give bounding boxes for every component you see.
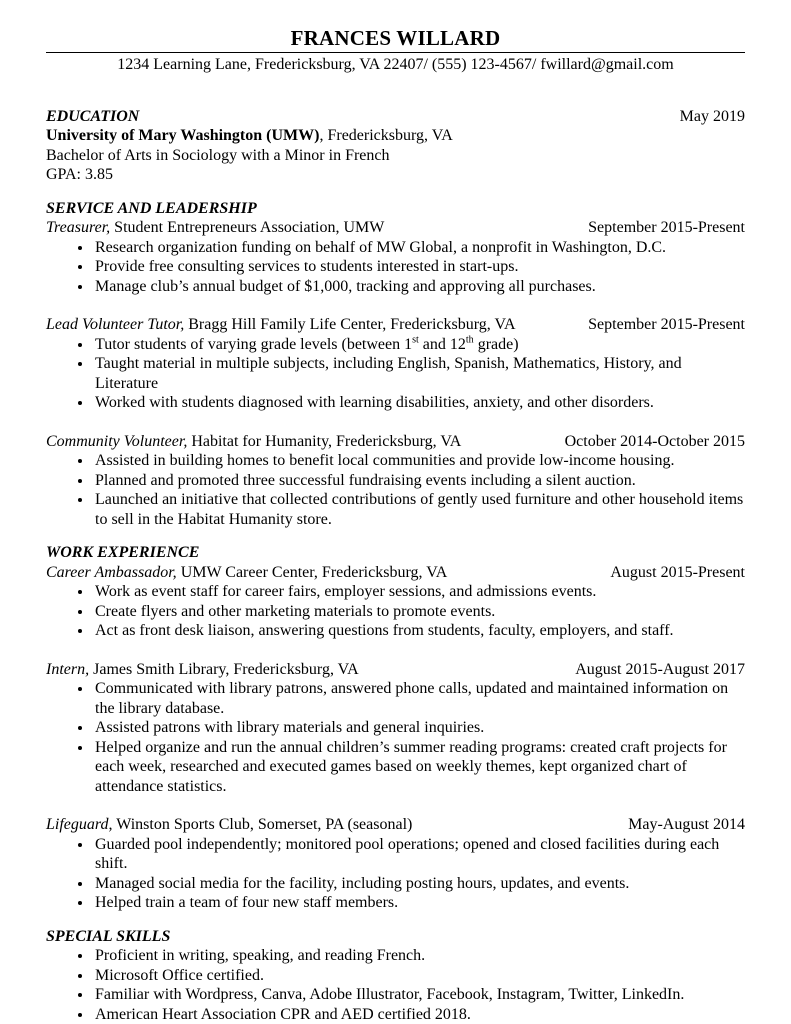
resume-sections: [46, 107, 745, 1024]
bullet-list: [46, 835, 745, 913]
person-name: FRANCES WILLARD: [290, 26, 501, 50]
entry-title: [46, 563, 447, 583]
entry-role: Lead Volunteer Tutor,: [46, 316, 185, 333]
section-service-and-leadership: [46, 199, 745, 530]
entry-org-bold: University of Mary Washington (UMW): [46, 127, 320, 144]
entry: [46, 432, 745, 530]
entry-date: September 2015-Present: [588, 219, 745, 236]
entry: [46, 946, 745, 1024]
entry-heading: [46, 315, 745, 335]
bullet-item: • Proficient in writing, speaking, and reading French.: [93, 946, 745, 966]
entry-role: Lifeguard,: [46, 816, 113, 833]
bullet-item: • Manage club’s annual budget of $1,000, tracking and approving all purchases.: [93, 277, 745, 297]
bullet-item: • Guarded pool independently; monitored pool operations; opened and closed facilities during each shift.: [93, 835, 745, 874]
entry-heading: [46, 126, 745, 146]
superscript-text: st: [412, 334, 419, 346]
entry-heading: [46, 660, 745, 680]
entry-detail: GPA: 3.85: [46, 166, 113, 183]
entry-date: August 2015-August 2017: [575, 660, 745, 678]
entry-org: Student Entrepreneurs Association, UMW: [110, 219, 385, 236]
bullet-item: • Worked with students diagnosed with learning disabilities, anxiety, and other disorders.: [93, 393, 745, 413]
entry-role: Community Volunteer,: [46, 432, 188, 450]
entry-title: [46, 432, 461, 452]
section-heading: [46, 199, 745, 219]
entry-org: , Fredericksburg, VA: [319, 127, 453, 144]
section-work-experience: [46, 543, 745, 913]
entry-heading: [46, 563, 745, 583]
entry-org: James Smith Library, Fredericksburg, VA: [89, 660, 359, 678]
bullet-item: • Taught material in multiple subjects, including English, Spanish, Mathematics, History, and Literature: [93, 354, 745, 393]
entry: [46, 815, 745, 913]
resume-header: [46, 26, 745, 75]
entry-title: [46, 126, 453, 146]
bullet-item: • Planned and promoted three successful fundraising events including a silent auction.: [93, 471, 745, 491]
entry: [46, 218, 745, 296]
entry-org: Habitat for Humanity, Fredericksburg, VA: [187, 432, 462, 450]
bullet-item: • Assisted in building homes to benefit local communities and provide low-income housing.: [93, 451, 745, 471]
bullet-item: • Work as event staff for career fairs, employer sessions, and admissions events.: [93, 582, 745, 602]
bullet-item: • American Heart Association CPR and AED certified 2018.: [93, 1005, 745, 1024]
entry-heading: [46, 432, 745, 452]
section-education: [46, 107, 745, 185]
entry: [46, 126, 745, 185]
section-special-skills: [46, 927, 745, 1024]
entry: [46, 563, 745, 641]
bullet-item: • Research organization funding on behalf of MW Global, a nonprofit in Washington, D.C.: [93, 238, 745, 258]
bullet-item: • Assisted patrons with library materials and general inquiries.: [93, 718, 745, 738]
entry-org: UMW Career Center, Fredericksburg, VA: [176, 563, 448, 581]
bullet-item: • Microsoft Office certified.: [93, 966, 745, 986]
bullet-text-segment: Tutor students of varying grade levels (between 1: [95, 335, 413, 353]
section-heading: [46, 543, 745, 563]
superscript-text: th: [465, 334, 474, 346]
bullet-item: • Helped organize and run the annual children’s summer reading programs: created craft projects for each week, researched and executed games based on weekly themes, kept organized chart of attendance statistics.: [93, 738, 745, 797]
bullet-item: • Launched an initiative that collected contributions of gently used furniture and other household items to sell in the Habitat Humanity store.: [93, 490, 745, 529]
bullet-item: • Familiar with Wordpress, Canva, Adobe Illustrator, Facebook, Instagram, Twitter, LinkedIn.: [93, 985, 745, 1005]
bullet-list: [46, 238, 745, 297]
section-title: EDUCATION: [46, 107, 140, 125]
section-title: WORK EXPERIENCE: [46, 544, 200, 561]
entry-heading: [46, 218, 745, 238]
bullet-item: • Communicated with library patrons, answered phone calls, updated and maintained information on the library database.: [93, 679, 745, 718]
entry-title: [46, 815, 412, 835]
bullet-list: [46, 451, 745, 529]
entry-org: Winston Sports Club, Somerset, PA (seasonal): [112, 816, 413, 833]
entry-date: August 2015-Present: [610, 563, 745, 581]
section-title: SERVICE AND LEADERSHIP: [46, 199, 257, 217]
entry-date: May-August 2014: [628, 816, 745, 833]
section-title: SPECIAL SKILLS: [46, 927, 171, 945]
bullet-list: [46, 335, 745, 413]
bullet-item: • Managed social media for the facility, including posting hours, updates, and events.: [93, 874, 745, 894]
entry-date: September 2015-Present: [588, 316, 745, 333]
bullet-item: • Provide free consulting services to students interested in start-ups.: [93, 257, 745, 277]
section-heading: [46, 927, 745, 947]
entry-role: Intern,: [46, 660, 90, 678]
entry-date: October 2014-October 2015: [564, 432, 745, 450]
entry-title: [46, 218, 384, 238]
bullet-item: • Helped train a team of four new staff members.: [93, 893, 745, 913]
contact-line: 1234 Learning Lane, Fredericksburg, VA 22407/ (555) 123-4567/ fwillard@gmail.com: [117, 56, 674, 73]
entry-role: Career Ambassador,: [46, 563, 177, 581]
header-divider: [46, 52, 745, 53]
bullet-item: • Act as front desk liaison, answering questions from students, faculty, employers, and staff.: [93, 621, 745, 641]
bullet-item: [93, 335, 745, 355]
bullet-item: • Create flyers and other marketing materials to promote events.: [93, 602, 745, 622]
bullet-text-segment: and 12: [418, 335, 466, 353]
section-heading: [46, 107, 745, 127]
entry-title: [46, 315, 516, 335]
bullet-list: [46, 582, 745, 641]
bullet-text-segment: grade): [473, 335, 519, 353]
entry-org: Bragg Hill Family Life Center, Fredericksburg, VA: [184, 316, 516, 333]
entry-detail: Bachelor of Arts in Sociology with a Minor in French: [46, 146, 390, 164]
entry-title: [46, 660, 359, 680]
entry: [46, 315, 745, 413]
entry-role: Treasurer,: [46, 219, 111, 236]
entry-heading: [46, 815, 745, 835]
entry: [46, 660, 745, 797]
bullet-list: [46, 679, 745, 796]
bullet-list: [46, 946, 745, 1024]
section-date: May 2019: [679, 107, 745, 125]
